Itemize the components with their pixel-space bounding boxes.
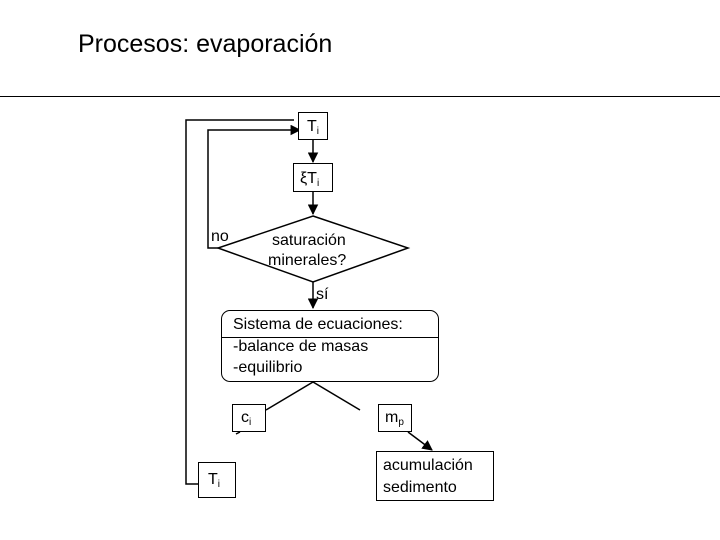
ci-main: c [241, 409, 249, 426]
system-line2: -balance de masas [233, 338, 369, 355]
node-ci [232, 404, 266, 432]
decision-line2: minerales? [268, 252, 347, 269]
ti-bottom-sub: i [217, 479, 221, 490]
slide-title: Procesos: evaporación [78, 30, 333, 58]
ti-top-sub: i [316, 126, 320, 137]
node-ti-top [298, 112, 328, 140]
sediment-line2: sedimento [383, 479, 457, 496]
mp-main: m [385, 409, 399, 426]
node-xi-ti [293, 163, 333, 192]
node-sediment [376, 451, 494, 501]
ci-sub: i [249, 417, 252, 428]
ti-bottom-main: T [208, 471, 218, 488]
decision-line1: saturación [272, 232, 346, 249]
xi-ti-main: ξT [300, 170, 317, 187]
branch-system-to-outputs [266, 382, 360, 410]
system-line1: Sistema de ecuaciones: [233, 316, 403, 333]
arrow-ci-to-ti [236, 432, 240, 434]
node-mp [378, 404, 412, 432]
no-label: no [211, 228, 229, 245]
sediment-line1: acumulación [383, 457, 473, 474]
xi-ti-sub: i [316, 178, 320, 189]
ti-top-main: T [307, 118, 317, 135]
arrow-mp-to-sediment [408, 432, 432, 450]
decision-diamond [218, 216, 408, 282]
si-label: sí [316, 286, 329, 303]
node-ti-bottom [198, 462, 236, 498]
mp-sub: p [398, 417, 404, 428]
system-line3: -equilibrio [233, 359, 303, 376]
